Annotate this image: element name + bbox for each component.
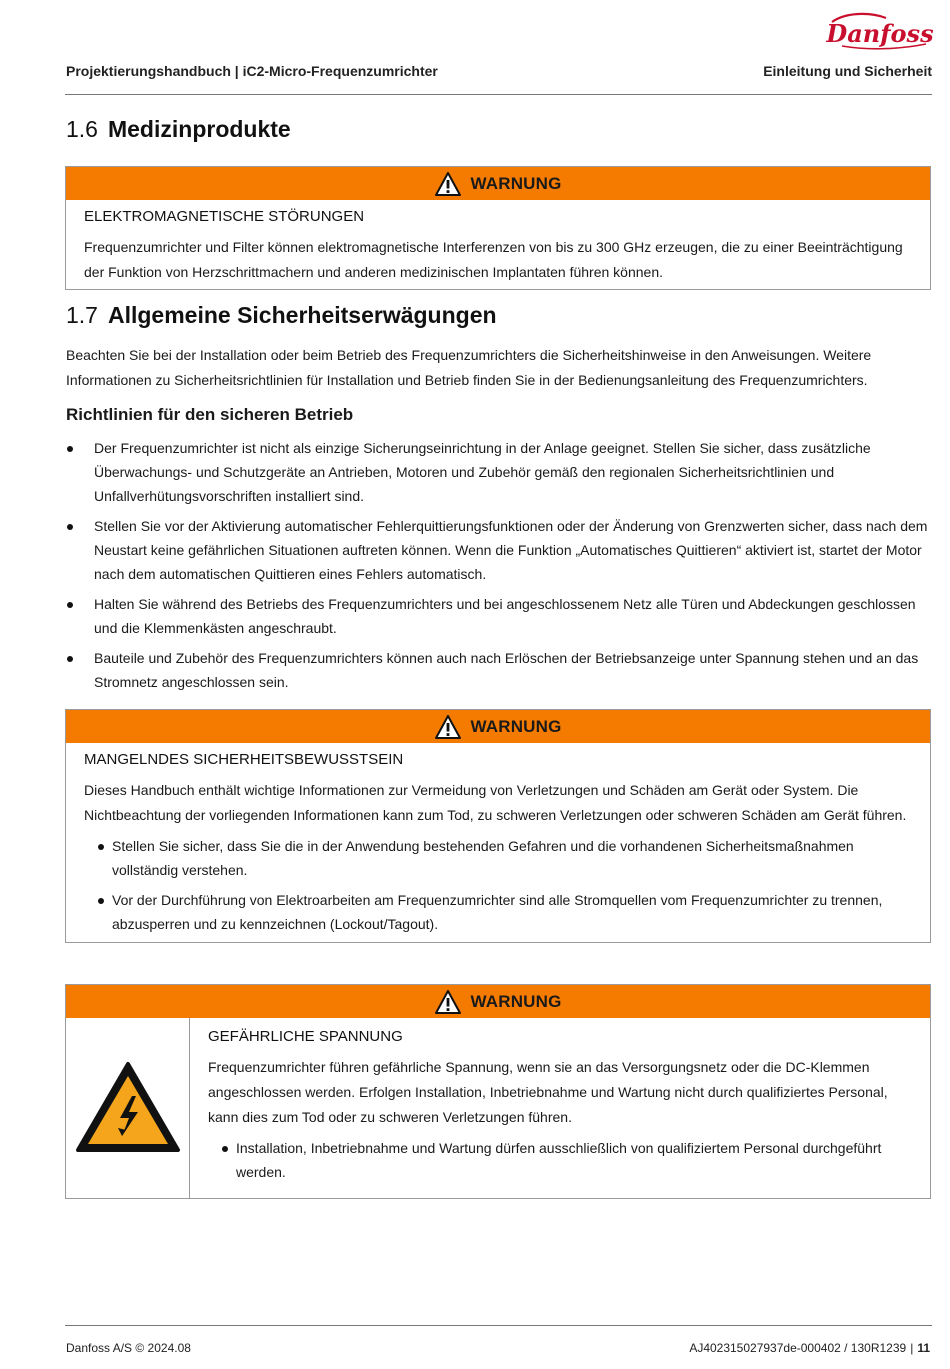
footer-document-reference — [689, 1341, 930, 1355]
warning-triangle-icon — [434, 714, 462, 740]
list-item: Installation, Inbetriebnahme und Wartung dürfen ausschließlich von qualifiziertem Personal durchgeführt werden. — [220, 1136, 912, 1184]
warning-bar — [66, 710, 930, 743]
warning-triangle-icon — [434, 171, 462, 197]
page-number: 11 — [917, 1341, 930, 1355]
subheading-safe-operation: Richtlinien für den sicheren Betrieb — [66, 405, 354, 424]
footer-copyright: Danfoss A/S © 2024.08 — [66, 1341, 191, 1355]
list-item: Halten Sie während des Betriebs des Frequenzumrichters und bei angeschlossenem Netz alle Türen und Abdeckungen geschlossen und die Klemmenkästen angeschraubt. — [66, 592, 932, 640]
warning-bar — [66, 167, 930, 200]
danfoss-logo — [826, 8, 934, 52]
footer-separator: | — [910, 1341, 914, 1355]
warning-bullet-list — [84, 834, 912, 936]
warning-text: Frequenzumrichter führen gefährliche Spannung, wenn sie an das Versorgungsnetz oder die DC-Klemmen angeschlossen werden. Erfolgen Installation, Inbetriebnahme und Wartung nicht durch qualifiziertes Personal, kann dies zum Tod oder zu schweren Verletzungen führen. — [208, 1059, 888, 1125]
section-title: Medizinprodukte — [107, 116, 291, 142]
warning-title: ELEKTROMAGNETISCHE STÖRUNGEN — [84, 208, 365, 225]
warning-text: Frequenzumrichter und Filter können elektromagnetische Interferenzen von bis zu 300 GHz erzeugen, die zu einer Beeinträchtigung der Funktion von Herzschrittmachern und anderen medizinischen Implantaten führen können. — [84, 239, 903, 280]
high-voltage-icon-cell — [66, 1018, 190, 1198]
warning-box-safety-awareness — [65, 709, 931, 943]
section-heading-1-7 — [66, 302, 497, 329]
warning-text: Dieses Handbuch enthält wichtige Informationen zur Vermeidung von Verletzungen und Schäden am Gerät oder System. Die Nichtbeachtung der vorliegenden Informationen kann zum Tod, zu schweren Verletzungen oder schweren Schäden am Gerät führen. — [84, 782, 907, 823]
footer-divider — [65, 1325, 932, 1326]
safety-bullet-list — [66, 436, 932, 700]
list-item: Vor der Durchführung von Elektroarbeiten am Frequenzumrichter sind alle Stromquellen vom Frequenzumrichter zu trennen, abzusperren und zu kennzeichnen (Lockout/Tagout). — [96, 888, 912, 936]
high-voltage-icon — [74, 1060, 182, 1156]
section-heading-1-6 — [66, 116, 291, 143]
list-item: Stellen Sie vor der Aktivierung automatischer Fehlerquittierungsfunktionen oder der Änderung von Grenzwerten sicher, dass nach dem Neustart keine gefährlichen Situationen auftreten können. Wenn die Funktion „Automatisches Quittieren“ aktiviert ist, startet der Motor nach dem automatischen Quittieren eines Fehlers automatisch. — [66, 514, 932, 586]
list-item: Stellen Sie sicher, dass Sie die in der Anwendung bestehenden Gefahren und die vorhandenen Sicherheitsmaßnahmen vollständig verstehen. — [96, 834, 912, 882]
footer-doc-id: AJ402315027937de-000402 / 130R1239 — [689, 1341, 907, 1355]
header-divider — [65, 94, 932, 95]
section-title: Allgemeine Sicherheitserwägungen — [107, 302, 497, 328]
section-intro-paragraph: Beachten Sie bei der Installation oder beim Betrieb des Frequenzumrichters die Sicherheitshinweise in den Anweisungen. Weitere Informationen zu Sicherheitsrichtlinien für Installation und Betrieb finden Sie in der Bedienungsanleitung des Frequenzumrichters. — [66, 347, 872, 388]
warning-box-electromagnetic — [65, 166, 931, 290]
logo-text: Danfoss — [826, 19, 934, 48]
warning-label: WARNUNG — [470, 716, 562, 736]
section-number: 1.7 — [66, 302, 98, 328]
warning-box-hazardous-voltage — [65, 984, 931, 1199]
list-item: Der Frequenzumrichter ist nicht als einzige Sicherungseinrichtung in der Anlage geeignet. Stellen Sie sicher, dass zusätzliche Überwachungs- und Schutzgeräte an Antrieben, Motoren und Zubehör gemäß den regionalen Sicherheitsrichtlinien und Unfallverhütungsvorschriften installiert sind. — [66, 436, 932, 508]
list-item: Bauteile und Zubehör des Frequenzumrichters können auch nach Erlöschen der Betriebsanzeige unter Spannung stehen und an das Stromnetz angeschlossen sein. — [66, 646, 932, 694]
warning-bar — [66, 985, 930, 1018]
warning-bullet-list — [208, 1136, 912, 1184]
section-number: 1.6 — [66, 116, 98, 142]
warning-title: MANGELNDES SICHERHEITSBEWUSSTSEIN — [84, 751, 404, 768]
warning-label: WARNUNG — [470, 991, 562, 1011]
header-document-title: Projektierungshandbuch | iC2-Micro-Frequenzumrichter — [66, 63, 438, 79]
warning-label: WARNUNG — [470, 173, 562, 193]
warning-title: GEFÄHRLICHE SPANNUNG — [208, 1028, 403, 1045]
warning-triangle-icon — [434, 989, 462, 1015]
header-chapter-title: Einleitung und Sicherheit — [763, 63, 932, 79]
